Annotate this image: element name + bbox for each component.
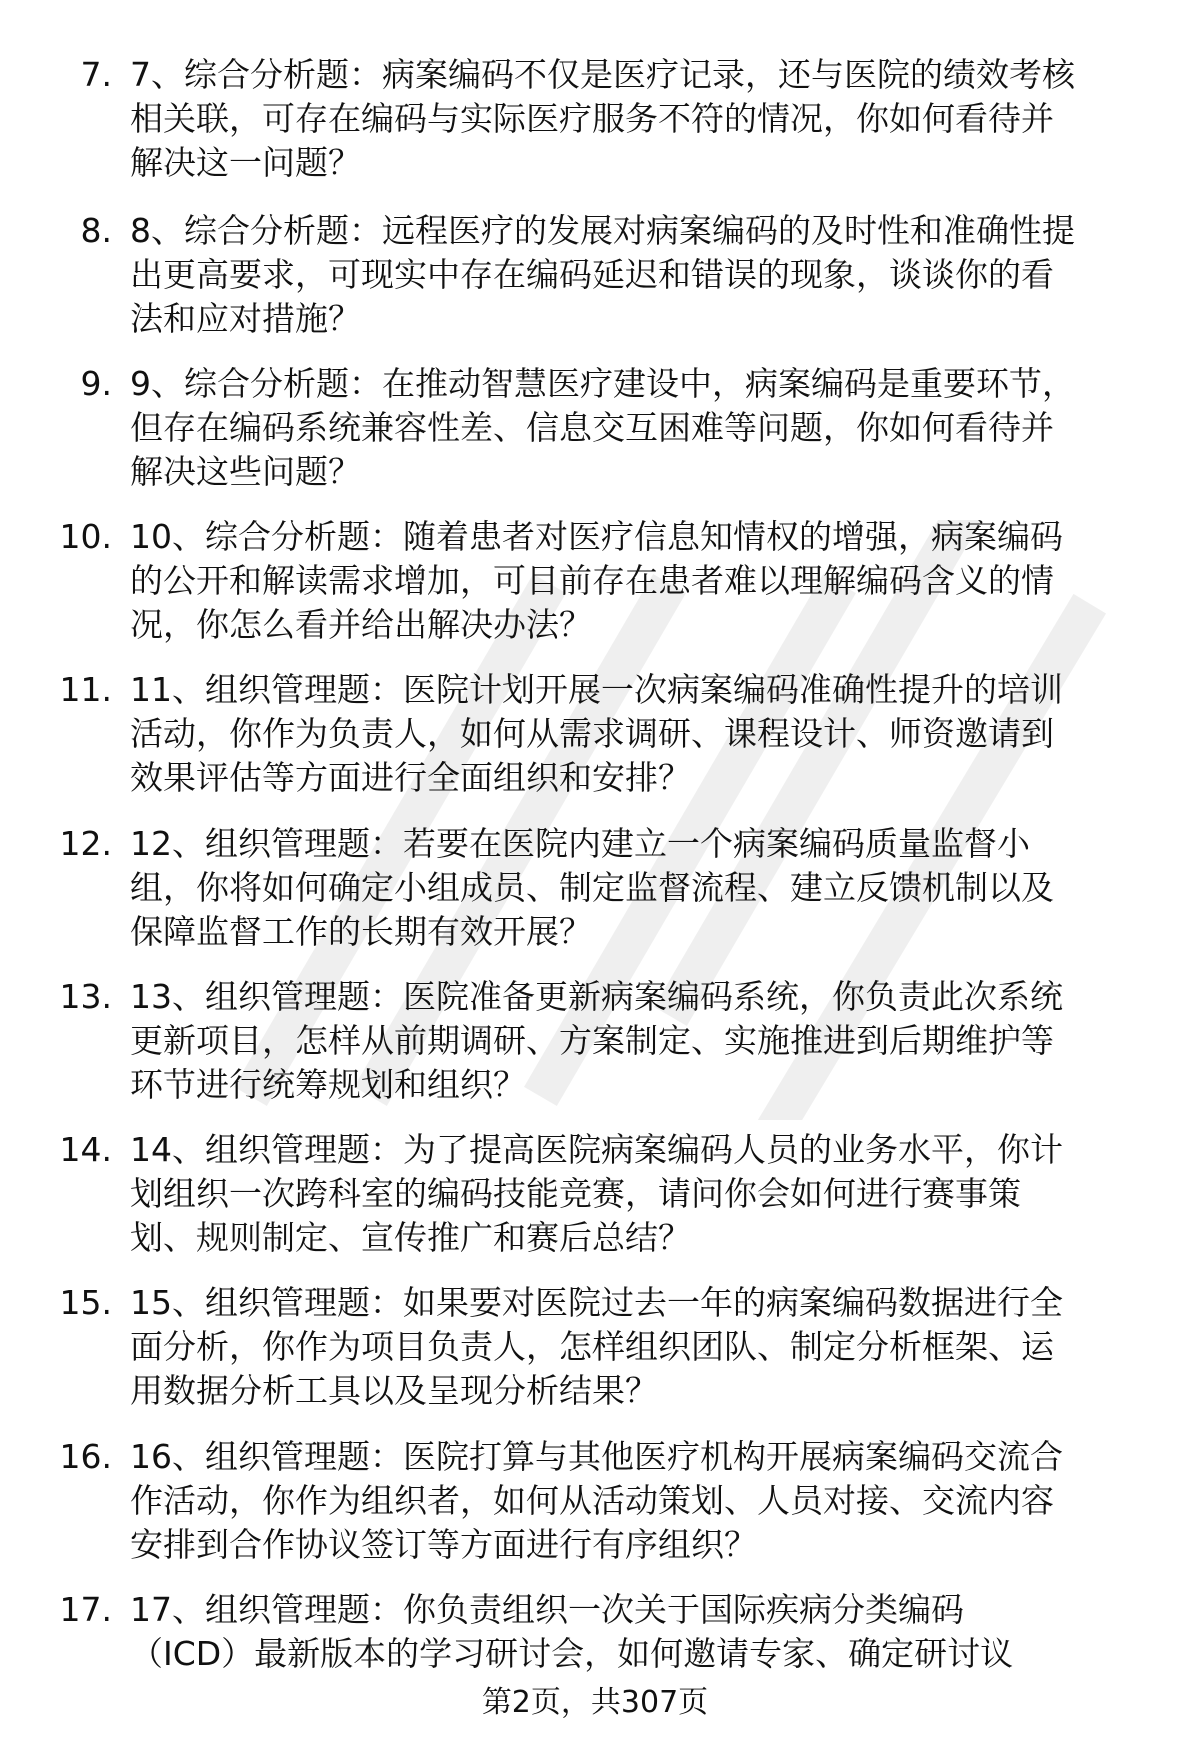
question-text: 8、综合分析题：远程医疗的发展对病案编码的及时性和准确性提 出更高要求，可现实中存在编码延迟和错误的现象，谈谈你的看 法和应对措施？ (130, 211, 1075, 338)
question-text: 16、组织管理题：医院打算与其他医疗机构开展病案编码交流合 作活动，你作为组织者，如何从活动策划、人员对接、交流内容 安排到合作协议签订等方面进行有序组织？ (130, 1437, 1063, 1564)
question-text: 12、组织管理题：若要在医院内建立一个病案编码质量监督小 组，你将如何确定小组成员、制定监督流程、建立反馈机制以及 保障监督工作的长期有效开展？ (130, 824, 1054, 951)
question-number: 13. (59, 977, 112, 1016)
question-number: 7. (80, 55, 112, 94)
question-number: 14. (59, 1130, 112, 1169)
question-number: 11. (59, 670, 112, 709)
question-text: 11、组织管理题：医院计划开展一次病案编码准确性提升的培训 活动，你作为负责人，如何从需求调研、课程设计、师资邀请到 效果评估等方面进行全面组织和安排？ (130, 670, 1063, 797)
page-footer: 第2页，共307页 (481, 1685, 709, 1720)
question-number: 10. (59, 517, 112, 556)
question-number: 15. (59, 1283, 112, 1322)
question-number: 16. (59, 1437, 112, 1476)
question-text: 15、组织管理题：如果要对医院过去一年的病案编码数据进行全 面分析，你作为项目负责人，怎样组织团队、制定分析框架、运 用数据分析工具以及呈现分析结果？ (130, 1283, 1063, 1410)
question-text: 14、组织管理题：为了提高医院病案编码人员的业务水平，你计 划组织一次跨科室的编码技能竞赛，请问你会如何进行赛事策 划、规则制定、宣传推广和赛后总结？ (130, 1130, 1063, 1257)
question-text: 10、综合分析题：随着患者对医疗信息知情权的增强，病案编码 的公开和解读需求增加，可目前存在患者难以理解编码含义的情 况，你怎么看并给出解决办法？ (130, 517, 1063, 644)
question-text: 7、综合分析题：病案编码不仅是医疗记录，还与医院的绩效考核 相关联，可存在编码与实际医疗服务不符的情况，你如何看待并 解决这一问题？ (130, 55, 1075, 182)
question-number: 8. (80, 211, 112, 250)
question-text: 13、组织管理题：医院准备更新病案编码系统，你负责此次系统 更新项目，怎样从前期调研、方案制定、实施推进到后期维护等 环节进行统筹规划和组织？ (130, 977, 1063, 1104)
question-text: 17、组织管理题：你负责组织一次关于国际疾病分类编码 （ICD）最新版本的学习研讨会，如何邀请专家、确定研讨议 (130, 1590, 1014, 1673)
question-number: 9. (80, 364, 112, 403)
question-text: 9、综合分析题：在推动智慧医疗建设中，病案编码是重要环节， 但存在编码系统兼容性差、信息交互困难等问题，你如何看待并 解决这些问题？ (130, 364, 1075, 491)
question-number: 17. (59, 1590, 112, 1629)
question-number: 12. (59, 824, 112, 863)
